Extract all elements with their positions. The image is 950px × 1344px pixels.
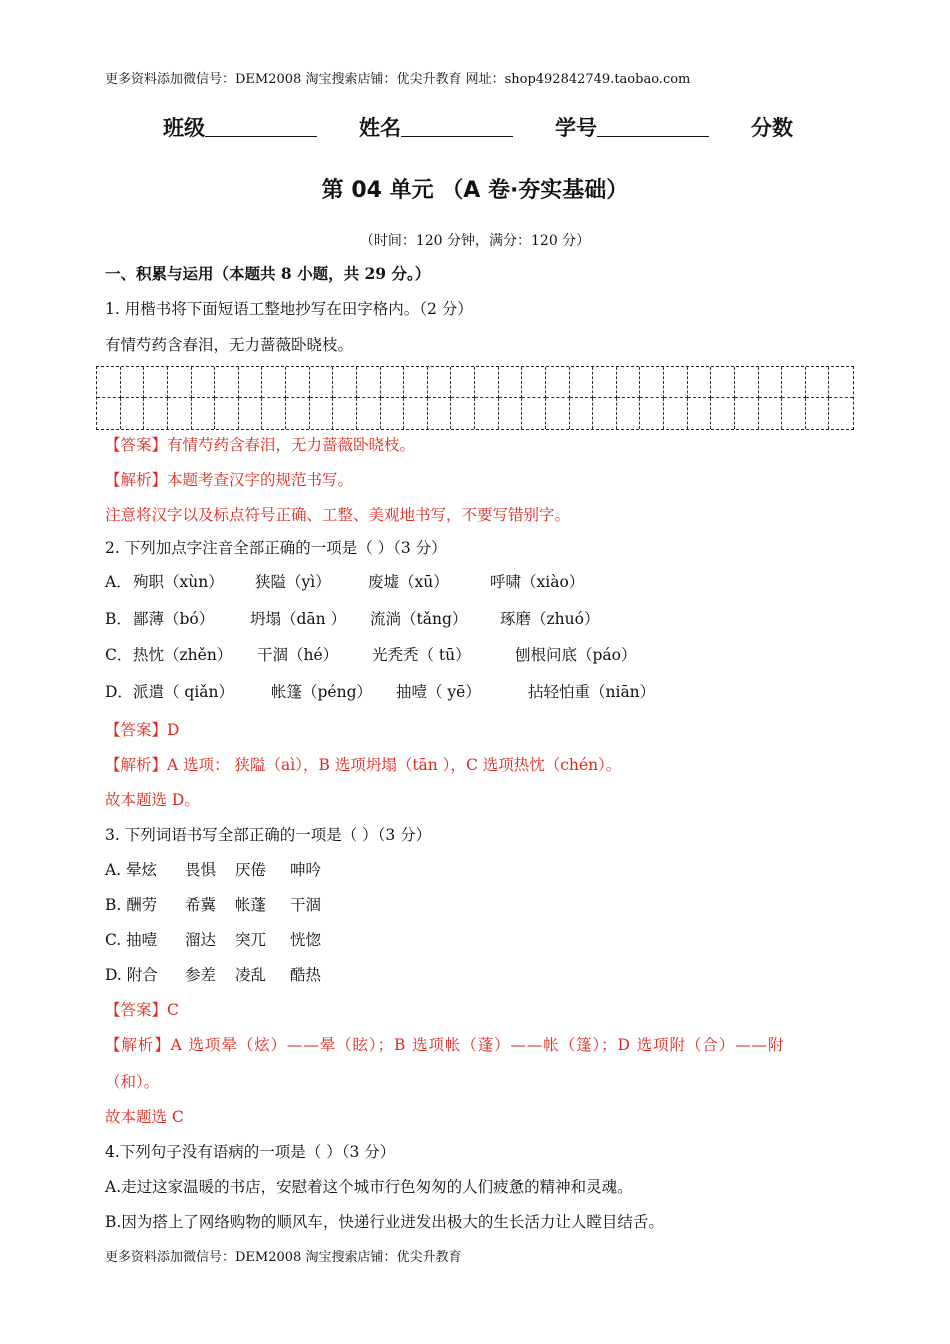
q3-option-b-4: 干涸 xyxy=(290,896,322,914)
tianzige-cell[interactable] xyxy=(522,398,546,429)
tianzige-cell[interactable] xyxy=(144,398,168,429)
page-footer: 更多资料添加微信号：DEM2008 淘宝搜索店铺：优尖升教育 xyxy=(105,1250,462,1265)
q1-note: 注意将汉字以及标点符号正确、工整、美观地书写，不要写错别字。 xyxy=(105,506,571,524)
q3-option-d-3: 凌乱 xyxy=(235,966,267,984)
student-id-blank[interactable] xyxy=(597,114,709,137)
q2-option-label: D． xyxy=(105,683,133,701)
tianzige-cell[interactable] xyxy=(593,398,617,429)
tianzige-cell[interactable] xyxy=(546,398,570,429)
q2-stem: 2. 下列加点字注音全部正确的一项是（ ）（3 分） xyxy=(105,539,447,557)
tianzige-cell[interactable] xyxy=(759,367,783,398)
q2-option-d-3: 抽噎（ yē） xyxy=(396,683,481,701)
tianzige-cell[interactable] xyxy=(593,367,617,398)
q2-option-c-1: 热忱（zhěn） xyxy=(133,646,233,664)
tianzige-cell[interactable] xyxy=(711,398,735,429)
tianzige-cell[interactable] xyxy=(499,367,523,398)
tianzige-cell[interactable] xyxy=(333,398,357,429)
class-label: 班级 xyxy=(163,116,205,140)
tianzige-cell[interactable] xyxy=(357,367,381,398)
tianzige-cell[interactable] xyxy=(357,398,381,429)
tianzige-cell[interactable] xyxy=(144,367,168,398)
q1-stem: 1. 用楷书将下面短语工整地抄写在田字格内。（2 分） xyxy=(105,300,473,318)
tianzige-cell[interactable] xyxy=(570,398,594,429)
tianzige-cell[interactable] xyxy=(381,367,405,398)
tianzige-cell[interactable] xyxy=(428,367,452,398)
tianzige-cell[interactable] xyxy=(640,367,664,398)
tianzige-cell[interactable] xyxy=(192,367,216,398)
q4-option-a: A.走过这家温暖的书店，安慰着这个城市行色匆匆的人们疲惫的精神和灵魂。 xyxy=(105,1178,633,1196)
q3-option-d-1: D. 附合 xyxy=(105,966,158,984)
student-info-fields xyxy=(163,112,793,142)
q3-option-c-2: 溜达 xyxy=(185,931,217,949)
q2-option-c-3: 光秃秃（ tū） xyxy=(372,646,471,664)
q2-option-b-3: 流淌（tǎng） xyxy=(370,610,468,628)
exam-time-info: （时间：120 分钟，满分：120 分） xyxy=(359,233,591,249)
tianzige-cell[interactable] xyxy=(735,398,759,429)
q2-option-b-4: 琢磨（zhuó） xyxy=(500,610,600,628)
tianzige-cell[interactable] xyxy=(262,367,286,398)
tianzige-cell[interactable] xyxy=(262,398,286,429)
tianzige-cell[interactable] xyxy=(499,398,523,429)
tianzige-cell[interactable] xyxy=(97,398,121,429)
tianzige-cell[interactable] xyxy=(192,398,216,429)
q3-option-a-1: A. 晕炫 xyxy=(105,861,158,879)
tianzige-cell[interactable] xyxy=(404,367,428,398)
tianzige-cell[interactable] xyxy=(640,398,664,429)
score-label: 分数 xyxy=(751,116,793,140)
tianzige-cell[interactable] xyxy=(782,398,806,429)
page-title: 第 04 单元 （A 卷·夯实基础） xyxy=(321,178,629,203)
tianzige-cell[interactable] xyxy=(97,367,121,398)
q2-option-label: A． xyxy=(105,573,132,591)
tianzige-cell[interactable] xyxy=(215,398,239,429)
name-label: 姓名 xyxy=(359,116,401,140)
name-blank[interactable] xyxy=(401,114,513,137)
tianzige-cell[interactable] xyxy=(121,367,145,398)
q3-option-c-1: C. 抽噎 xyxy=(105,931,158,949)
q2-option-a-4: 呼啸（xiào） xyxy=(490,573,585,591)
tianzige-cell[interactable] xyxy=(806,367,830,398)
q2-option-a-1: 殉职（xùn） xyxy=(133,573,224,591)
q1-text: 有情芍药含春泪，无力蔷薇卧晓枝。 xyxy=(105,336,354,354)
class-blank[interactable] xyxy=(205,114,317,137)
tianzige-cell[interactable] xyxy=(664,398,688,429)
tianzige-cell[interactable] xyxy=(121,398,145,429)
tianzige-cell[interactable] xyxy=(759,398,783,429)
q2-option-d-4: 拈轻怕重（niān） xyxy=(528,683,656,701)
tianzige-cell[interactable] xyxy=(475,367,499,398)
tianzige-cell[interactable] xyxy=(215,367,239,398)
q2-conclusion: 故本题选 D。 xyxy=(105,791,200,809)
q2-option-d-2: 帐篷（péng） xyxy=(271,683,373,701)
tianzige-cell[interactable] xyxy=(286,398,310,429)
tianzige-cell[interactable] xyxy=(829,367,853,398)
q3-option-d-2: 参差 xyxy=(185,966,217,984)
q3-option-b-3: 帐蓬 xyxy=(235,896,267,914)
q3-conclusion: 故本题选 C xyxy=(105,1108,184,1126)
q2-option-b-2: 坍塌（dān ） xyxy=(250,610,347,628)
q2-option-label: C． xyxy=(105,646,133,664)
q3-analysis-line1: 【解析】A 选项晕（炫）——晕（眩）；B 选项帐（蓬）——帐（篷）；D 选项附（合）——附 xyxy=(105,1036,785,1054)
tianzige-grid[interactable] xyxy=(96,366,854,430)
q3-option-a-4: 呻吟 xyxy=(290,861,322,879)
tianzige-cell[interactable] xyxy=(333,367,357,398)
q3-option-a-2: 畏惧 xyxy=(185,861,217,879)
tianzige-cell[interactable] xyxy=(428,398,452,429)
tianzige-cell[interactable] xyxy=(664,367,688,398)
section-heading: 一、积累与运用（本题共 8 小题，共 29 分。） xyxy=(105,264,431,283)
q3-answer: 【答案】C xyxy=(105,1001,179,1019)
tianzige-cell[interactable] xyxy=(829,398,853,429)
tianzige-cell[interactable] xyxy=(168,367,192,398)
tianzige-cell[interactable] xyxy=(546,367,570,398)
page-header: 更多资料添加微信号：DEM2008 淘宝搜索店铺：优尖升教育 网址：shop492842749.taobao.com xyxy=(105,72,691,87)
q2-option-a-2: 狭隘（yì） xyxy=(255,573,331,591)
q2-option-b-1: 鄙薄（bó） xyxy=(133,610,215,628)
tianzige-cell[interactable] xyxy=(688,367,712,398)
q2-option-c-2: 干涸（hé） xyxy=(257,646,339,664)
q3-option-d-4: 酷热 xyxy=(290,966,322,984)
student-id-label: 学号 xyxy=(555,116,597,140)
q3-option-b-2: 希冀 xyxy=(185,896,217,914)
tianzige-cell[interactable] xyxy=(735,367,759,398)
q2-option-label: B． xyxy=(105,610,132,628)
q3-option-c-4: 恍惚 xyxy=(290,931,322,949)
q4-stem: 4.下列句子没有语病的一项是（ ）（3 分） xyxy=(105,1143,396,1161)
q2-answer: 【答案】D xyxy=(105,721,180,739)
q3-stem: 3. 下列词语书写全部正确的一项是（ ）（3 分） xyxy=(105,826,432,844)
tianzige-cell[interactable] xyxy=(310,367,334,398)
tianzige-cell[interactable] xyxy=(451,398,475,429)
tianzige-cell[interactable] xyxy=(711,367,735,398)
q2-analysis: 【解析】A 选项： 狭隘（aì），B 选项坍塌（tān ），C 选项热忱（chén）。 xyxy=(105,756,622,774)
q3-option-b-1: B. 酬劳 xyxy=(105,896,158,914)
q2-option-a-3: 废墟（xū） xyxy=(368,573,449,591)
tianzige-cell[interactable] xyxy=(570,367,594,398)
q3-option-a-3: 厌倦 xyxy=(235,861,267,879)
tianzige-cell[interactable] xyxy=(239,367,263,398)
tianzige-cell[interactable] xyxy=(617,367,641,398)
q2-option-d-1: 派遣（ qiǎn） xyxy=(133,683,235,701)
tianzige-cell[interactable] xyxy=(806,398,830,429)
q1-answer: 【答案】有情芍药含春泪，无力蔷薇卧晓枝。 xyxy=(105,436,416,454)
tianzige-cell[interactable] xyxy=(475,398,499,429)
q4-option-b: B.因为搭上了网络购物的顺风车，快递行业迸发出极大的生长活力让人瞠目结舌。 xyxy=(105,1213,664,1231)
tianzige-cell[interactable] xyxy=(168,398,192,429)
q2-option-c-4: 刨根问底（páo） xyxy=(515,646,637,664)
tianzige-cell[interactable] xyxy=(381,398,405,429)
q3-option-c-3: 突兀 xyxy=(235,931,267,949)
tianzige-cell[interactable] xyxy=(688,398,712,429)
tianzige-cell[interactable] xyxy=(286,367,310,398)
tianzige-cell[interactable] xyxy=(310,398,334,429)
tianzige-cell[interactable] xyxy=(522,367,546,398)
tianzige-cell[interactable] xyxy=(617,398,641,429)
q3-analysis-line2: （和）。 xyxy=(105,1073,160,1091)
tianzige-cell[interactable] xyxy=(239,398,263,429)
q1-analysis: 【解析】本题考查汉字的规范书写。 xyxy=(105,471,354,489)
tianzige-cell[interactable] xyxy=(782,367,806,398)
tianzige-cell[interactable] xyxy=(404,398,428,429)
tianzige-cell[interactable] xyxy=(451,367,475,398)
